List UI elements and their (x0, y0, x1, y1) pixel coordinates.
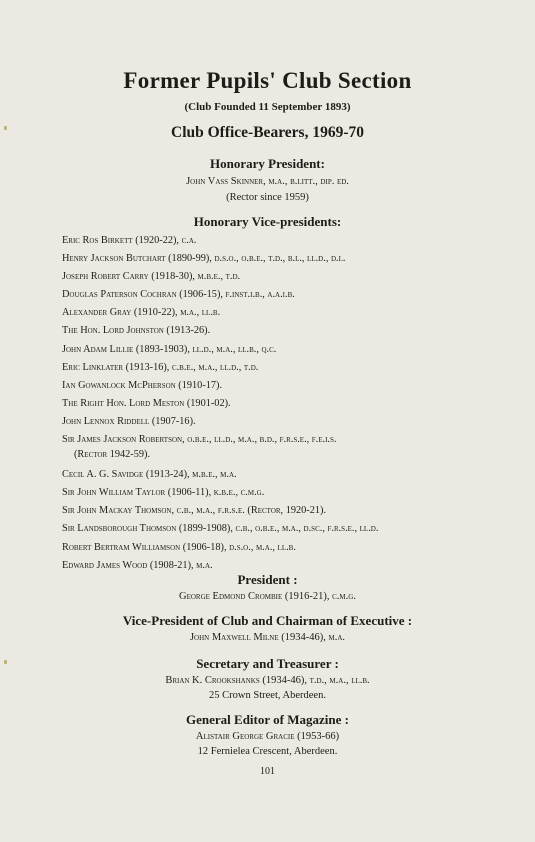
editor-name: Alistair George Gracie (1953-66) (195, 731, 340, 742)
list-item: Sir John Mackay Thomson, c.b., m.a., f.r.s.e. (Rector, 1920-21). (62, 505, 327, 517)
list-item: John Lennox Riddell (1907-16). (62, 415, 196, 427)
editor-address: 12 Fernielea Crescent, Aberdeen. (197, 746, 338, 757)
founded-note: (Club Founded 11 September 1893) (184, 101, 351, 113)
page-title: Former Pupils' Club Section (123, 68, 412, 93)
secretary-name: Brian K. Crookshanks (1934-46), t.d., m.a., ll.b. (165, 675, 370, 686)
secretary-address: 25 Crown Street, Aberdeen. (209, 690, 326, 701)
honorary-president-heading: Honorary President: (210, 156, 325, 171)
list-item-continuation: (Rector 1942-59). (74, 449, 151, 461)
list-item: Sir James Jackson Robertson, o.b.e., ll.d., m.a., b.d., f.r.s.e., f.e.i.s. (62, 434, 337, 446)
vice-presidents-list (62, 232, 482, 575)
office-bearers-heading: Club Office-Bearers, 1969-70 (171, 124, 364, 141)
list-item: Douglas Paterson Cochran (1906-15), f.inst.i.b., a.a.i.b. (62, 289, 295, 301)
list-item: Sir John William Taylor (1906-11), k.b.e., c.m.g. (62, 487, 265, 499)
president-name: George Edmond Crombie (1916-21), c.m.g. (179, 591, 356, 602)
list-item: John Adam Lillie (1893-1903), ll.d., m.a., ll.b., q.c. (62, 343, 277, 355)
list-item: Joseph Robert Carry (1918-30), m.b.e., t.d. (62, 271, 241, 283)
president-heading: President : (237, 572, 298, 587)
list-item: The Hon. Lord Johnston (1913-26). (62, 325, 211, 337)
list-item: Cecil A. G. Savidge (1913-24), m.b.e., m.a. (62, 469, 237, 481)
list-item: Henry Jackson Butchart (1890-99), d.s.o., o.b.e., t.d., b.l., ll.d., d.l. (62, 253, 346, 265)
editor-heading: General Editor of Magazine : (186, 712, 349, 727)
list-item: Sir Landsborough Thomson (1899-1908), c.b., o.b.e., m.a., d.sc., f.r.s.e., ll.d. (62, 523, 379, 535)
list-item: Robert Bertram Williamson (1906-18), d.s.o., m.a., ll.b. (62, 541, 296, 553)
list-item: Eric Linklater (1913-16), c.b.e., m.a., ll.d., t.d. (62, 361, 259, 373)
vice-president-heading: Vice-President of Club and Chairman of Executive : (122, 613, 413, 628)
list-item: Alexander Gray (1910-22), m.a., ll.b. (62, 307, 221, 319)
list-item: Ian Gowanlock McPherson (1910-17). (62, 379, 223, 391)
vice-presidents-heading: Honorary Vice-presidents: (193, 214, 342, 229)
list-item: The Right Hon. Lord Meston (1901-02). (62, 397, 231, 409)
honorary-president-name: John Vass Skinner, m.a., b.litt., dip. ed. (186, 176, 349, 187)
secretary-heading: Secretary and Treasurer : (196, 656, 339, 671)
list-item: Edward James Wood (1908-21), m.a. (62, 559, 213, 571)
list-item: Eric Ros Birkett (1920-22), c.a. (62, 235, 197, 246)
honorary-president-note: (Rector since 1959) (226, 192, 309, 203)
page-number: 101 (260, 766, 275, 777)
vice-president-name: John Maxwell Milne (1934-46), m.a. (189, 632, 346, 643)
